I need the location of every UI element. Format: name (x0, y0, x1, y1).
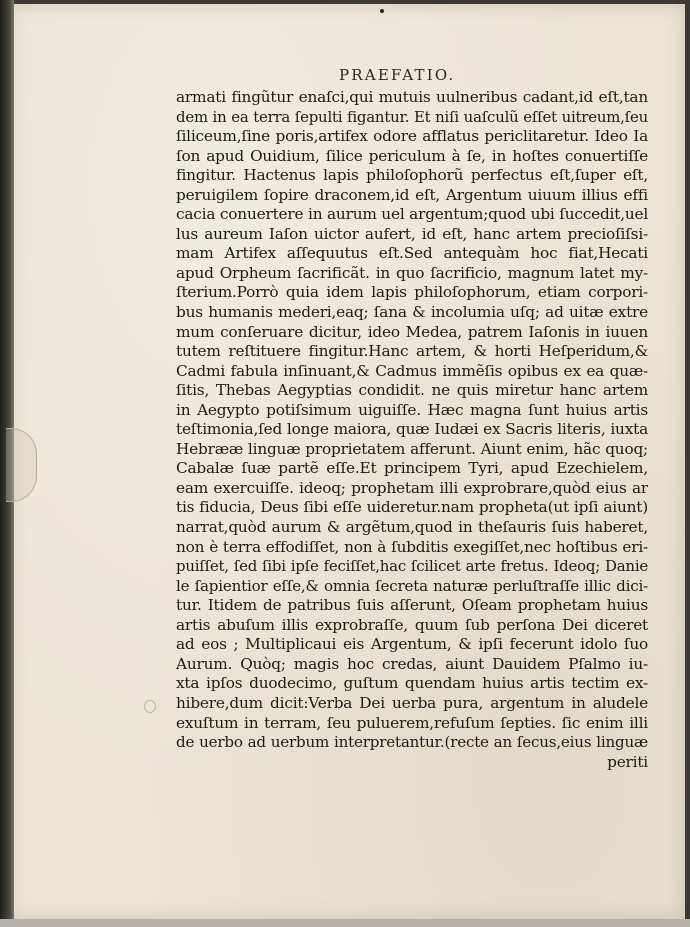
text-line: ſitis, Thebas Aegyptias condidit. ne quis miretur hanc artem (176, 381, 648, 400)
text-line: non è terra effodiſſet, non à ſubditis exegiſſet,nec hoſtibus eri- (176, 537, 648, 556)
margin-ring-mark (144, 700, 156, 713)
running-head: PRAEFATIO. (339, 66, 456, 84)
text-line: ſon apud Ouidium, ſilice periculum à ſe, in hoſtes conuertiſſe (176, 146, 648, 165)
text-line: fingitur. Hactenus lapis philoſophorũ perfectus eſt,ſuper eſt, (176, 166, 648, 185)
text-line: armati fingũtur enaſci,qui mutuis uulneribus cadant,id eſt,tan (176, 88, 648, 106)
text-line: teſtimonia,ſed longe maiora, quæ Iudæi ex Sacris literis, iuxta (176, 420, 648, 439)
text-line: apud Orpheum ſacrificãt. in quo ſacrificio, magnum latet my- (176, 263, 648, 282)
text-line: tis fiducia, Deus ſibi eſſe uideretur.nam propheta(ut ipſi aiunt) (176, 498, 648, 517)
text-line: peruigilem ſopire draconem,id eſt, Argentum uiuum illius effi (176, 185, 648, 204)
text-line: exuſtum in terram, ſeu puluerem,refuſum ſepties. ſic enim illi (176, 713, 648, 732)
text-line: Cadmi fabula inſinuant,& Cadmus immẽſis opibus ex ea quæ- (176, 361, 648, 380)
text-line: lus aureum Iaſon uictor aufert, id eſt, hanc artem precioſiſsi- (176, 224, 648, 243)
text-line: cacia conuertere in aurum uel argentum;quod ubi ſuccedit,uel (176, 205, 648, 224)
text-line: eam exercuiſſe. ideoq; prophetam illi exprobrare,quòd eius ar (176, 478, 648, 497)
text-line: le ſapientior eſſe,& omnia ſecreta naturæ perluſtraſſe illic dici- (176, 576, 648, 595)
text-line: narrat,quòd aurum & argẽtum,quod in theſauris ſuis haberet, (176, 518, 648, 537)
text-line: in Aegypto potiſsimum uiguiſſe. Hæc magna ſunt huius artis (176, 400, 648, 419)
text-line: mam Artifex aſſequutus eſt.Sed antequàm hoc fiat,Hecati (176, 244, 648, 263)
text-line: Aurum. Quòq; magis hoc credas, aiunt Dauidem Pſalmo iu- (176, 654, 648, 673)
text-line: mum conſeruare dicitur, ideo Medea, patrem Iaſonis in iuuen (176, 322, 648, 341)
text-line: xta ipſos duodecimo, guſtum quendam huius artis tectim ex- (176, 674, 648, 693)
ink-speck (380, 9, 384, 13)
text-line: dem in ea terra ſepulti figantur. Et niſi uaſculũ eſſet uitreum,ſeu (176, 107, 648, 126)
text-line: Hebrææ linguæ proprietatem afferunt. Aiunt enim, hãc quoq; (176, 439, 648, 458)
text-line: puiſſet, ſed ſibi ipſe feciſſet,hac ſcilicet arte fretus. Ideoq; Danie (176, 557, 648, 576)
text-line: bus humanis mederi,eaq; ſana & incolumia uſq; ad uitæ extre (176, 303, 648, 322)
book-page (9, 4, 685, 920)
text-line: tur. Itidem de patribus ſuis aſſerunt, Oſeam prophetam huius (176, 596, 648, 615)
text-line: ſiliceum,ſine poris,artifex odore afflatus periclitaretur. Ideo Ia (176, 127, 648, 146)
scan-bottom-edge (0, 919, 690, 927)
text-line: Cabalæ ſuæ partẽ eſſe.Et principem Tyri, apud Ezechielem, (176, 459, 648, 478)
text-line: tutem reſtituere fingitur.Hanc artem, & horti Heſperidum,& (176, 342, 648, 361)
body-text (176, 88, 648, 772)
text-line: de uerbo ad uerbum interpretantur.(recte an ſecus,eius linguæ (176, 733, 648, 752)
text-line: ad eos ; Multiplicaui eis Argentum, & ipſi fecerunt idolo ſuo (176, 635, 648, 654)
text-line: ſterium.Porrò quia idem lapis philoſophorum, etiam corpori- (176, 283, 648, 302)
text-line: hibere,dum dicit:Verba Dei uerba pura, argentum in aludele (176, 693, 648, 712)
catchword: periti (607, 752, 648, 771)
text-line: artis abuſum illis exprobraſſe, quum ſub perſona Dei diceret (176, 615, 648, 634)
